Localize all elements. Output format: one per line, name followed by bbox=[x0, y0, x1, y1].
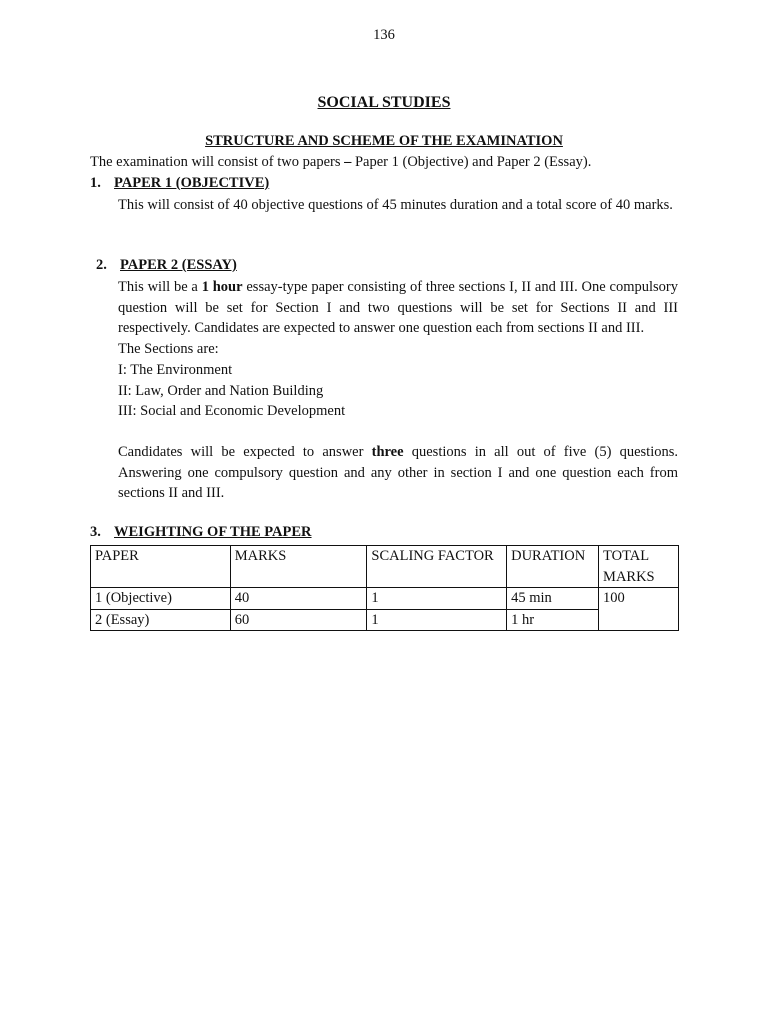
page-number: 136 bbox=[373, 27, 395, 43]
cell-duration: 1 hr bbox=[507, 609, 599, 631]
section-2-text-start: This will be a bbox=[118, 279, 202, 295]
header-marks: MARKS bbox=[230, 546, 367, 588]
table-row bbox=[91, 588, 679, 610]
section-2-heading bbox=[96, 257, 237, 274]
section-list-item-1: I: The Environment bbox=[118, 361, 233, 378]
sections-intro: The Sections are: bbox=[118, 341, 219, 358]
cell-scaling-factor: 1 bbox=[367, 588, 507, 610]
section-list-item-3: III: Social and Economic Development bbox=[118, 403, 346, 420]
table-header-row bbox=[91, 546, 679, 588]
page-subtitle: STRUCTURE AND SCHEME OF THE EXAMINATION bbox=[205, 133, 563, 149]
section-3-title: WEIGHTING OF THE PAPER bbox=[114, 524, 312, 540]
header-scaling-factor: SCALING FACTOR bbox=[367, 546, 507, 588]
section-3-heading bbox=[90, 524, 312, 541]
section-3-number: 3. bbox=[90, 524, 101, 540]
cell-duration: 45 min bbox=[507, 588, 599, 610]
section-2-title: PAPER 2 (ESSAY) bbox=[120, 257, 237, 273]
section-1-number: 1. bbox=[90, 175, 101, 191]
cell-total-marks: 100 bbox=[599, 588, 679, 631]
intro-paragraph bbox=[90, 154, 690, 171]
cell-paper: 1 (Objective) bbox=[91, 588, 231, 610]
section-1-body: This will consist of 40 objective questions of 45 minutes duration and a total score of 40 marks. bbox=[118, 197, 673, 213]
cell-scaling-factor: 1 bbox=[367, 609, 507, 631]
section-1-title: PAPER 1 (OBJECTIVE) bbox=[114, 175, 270, 191]
cell-paper: 2 (Essay) bbox=[91, 609, 231, 631]
header-total-marks: TOTAL MARKS bbox=[599, 546, 679, 588]
weighting-table bbox=[90, 545, 679, 631]
cell-marks: 40 bbox=[230, 588, 367, 610]
section-2-body bbox=[118, 277, 678, 422]
intro-text-start: The examination will consist of two papers bbox=[90, 154, 345, 170]
section-1-heading bbox=[90, 175, 269, 192]
header-paper: PAPER bbox=[91, 546, 231, 588]
note-text-end: questions in all out of five (5) questions. Answering one compulsory question and any other in section I and one question each from sections II and III. bbox=[118, 444, 678, 502]
note-emphasis: three bbox=[371, 444, 404, 460]
page-title: SOCIAL STUDIES bbox=[317, 94, 451, 111]
table-row bbox=[91, 609, 679, 631]
section-2-description bbox=[118, 277, 678, 339]
section-2-number: 2. bbox=[96, 257, 107, 273]
section-list-item-2: II: Law, Order and Nation Building bbox=[118, 382, 324, 399]
header-duration: DURATION bbox=[507, 546, 599, 588]
intro-text-end: Paper 1 (Objective) and Paper 2 (Essay). bbox=[351, 154, 592, 170]
cell-marks: 60 bbox=[230, 609, 367, 631]
section-2-text-end: essay-type paper consisting of three sections I, II and III. One compulsory question will be set for Section I and two questions will be set for Sections II and III respectively. Candidates are expected to answer one question each from sections II and III. bbox=[118, 279, 678, 337]
intro-dash: – bbox=[344, 154, 352, 170]
section-2-note bbox=[118, 442, 678, 504]
note-text-start: Candidates will be expected to answer bbox=[118, 444, 372, 460]
section-2-duration-emphasis: 1 hour bbox=[201, 279, 243, 295]
